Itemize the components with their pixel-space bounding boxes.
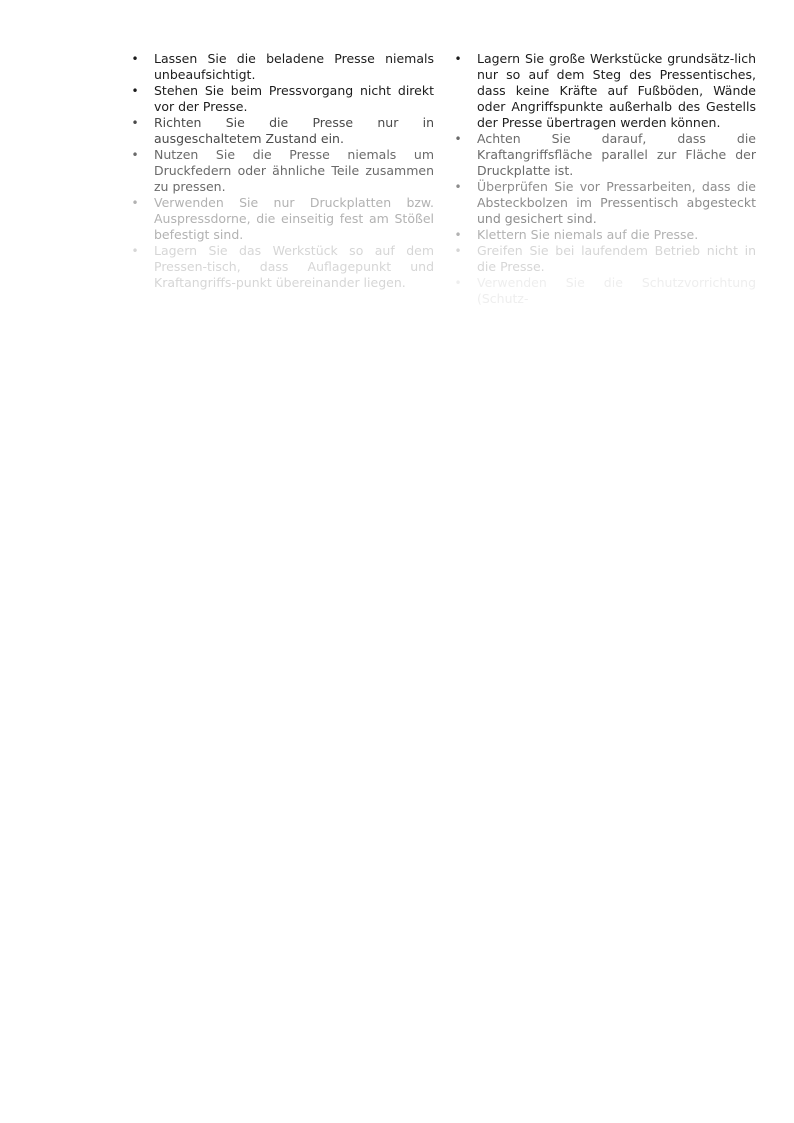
list-item: [449, 243, 756, 275]
bullet-icon: •: [454, 244, 462, 258]
list-item-text: Lassen Sie die beladene Presse niemals unbeaufsichtigt.: [154, 51, 434, 82]
safety-list-right: [449, 51, 756, 306]
list-item: [449, 227, 756, 243]
list-item: [449, 179, 756, 227]
list-item: [126, 147, 434, 195]
bullet-icon: •: [454, 228, 462, 242]
list-item-text: Richten Sie die Presse nur in ausgeschaltetem Zustand ein.: [154, 115, 434, 146]
list-item: [126, 83, 434, 115]
bullet-icon: •: [131, 196, 139, 210]
list-item: [126, 51, 434, 83]
bullet-icon: •: [131, 52, 139, 66]
list-item-text: Verwenden Sie nur Druckplatten bzw. Auspressdorne, die einseitig fest am Stößel befestigt sind.: [154, 195, 434, 242]
bullet-icon: •: [454, 52, 462, 66]
list-item: [449, 275, 756, 306]
bullet-icon: •: [131, 148, 139, 162]
bullet-icon: •: [131, 116, 139, 130]
list-item: [449, 131, 756, 179]
list-item-text: Greifen Sie bei laufendem Betrieb nicht in die Presse.: [477, 243, 756, 274]
list-item: [126, 115, 434, 147]
bullet-icon: •: [454, 132, 462, 146]
list-item: [449, 51, 756, 131]
bullet-icon: •: [454, 180, 462, 194]
list-item-text: Nutzen Sie die Presse niemals um Druckfedern oder ähnliche Teile zusammen zu pressen.: [154, 147, 434, 194]
list-item: [126, 243, 434, 290]
list-item-text: Überprüfen Sie vor Pressarbeiten, dass die Absteckbolzen im Pressentisch abgesteckt und gesichert sind.: [477, 179, 756, 226]
list-item-text: Klettern Sie niemals auf die Presse.: [477, 227, 699, 242]
list-item-text: Lagern Sie große Werkstücke grundsätz-lich nur so auf dem Steg des Pressentisches, dass keine Kräfte auf Fußböden, Wände oder Angriffspunkte außerhalb des Gestells der Presse übertragen werden können.: [477, 51, 756, 130]
list-item-text: Verwenden Sie die Schutzvorrichtung (Schutz-: [477, 275, 756, 306]
safety-list-left: [126, 51, 434, 290]
list-item-text: Lagern Sie das Werkstück so auf dem Pressen-tisch, dass Auflagepunkt und Kraftangriffs-punkt übereinander liegen.: [154, 243, 434, 290]
list-item-text: Achten Sie darauf, dass die Kraftangriffsfläche parallel zur Fläche der Druckplatte ist.: [477, 131, 756, 178]
bullet-icon: •: [131, 244, 139, 258]
list-item-text: Stehen Sie beim Pressvorgang nicht direkt vor der Presse.: [154, 83, 434, 114]
list-item: [126, 195, 434, 243]
bullet-icon: •: [131, 84, 139, 98]
bullet-icon: •: [454, 276, 462, 290]
